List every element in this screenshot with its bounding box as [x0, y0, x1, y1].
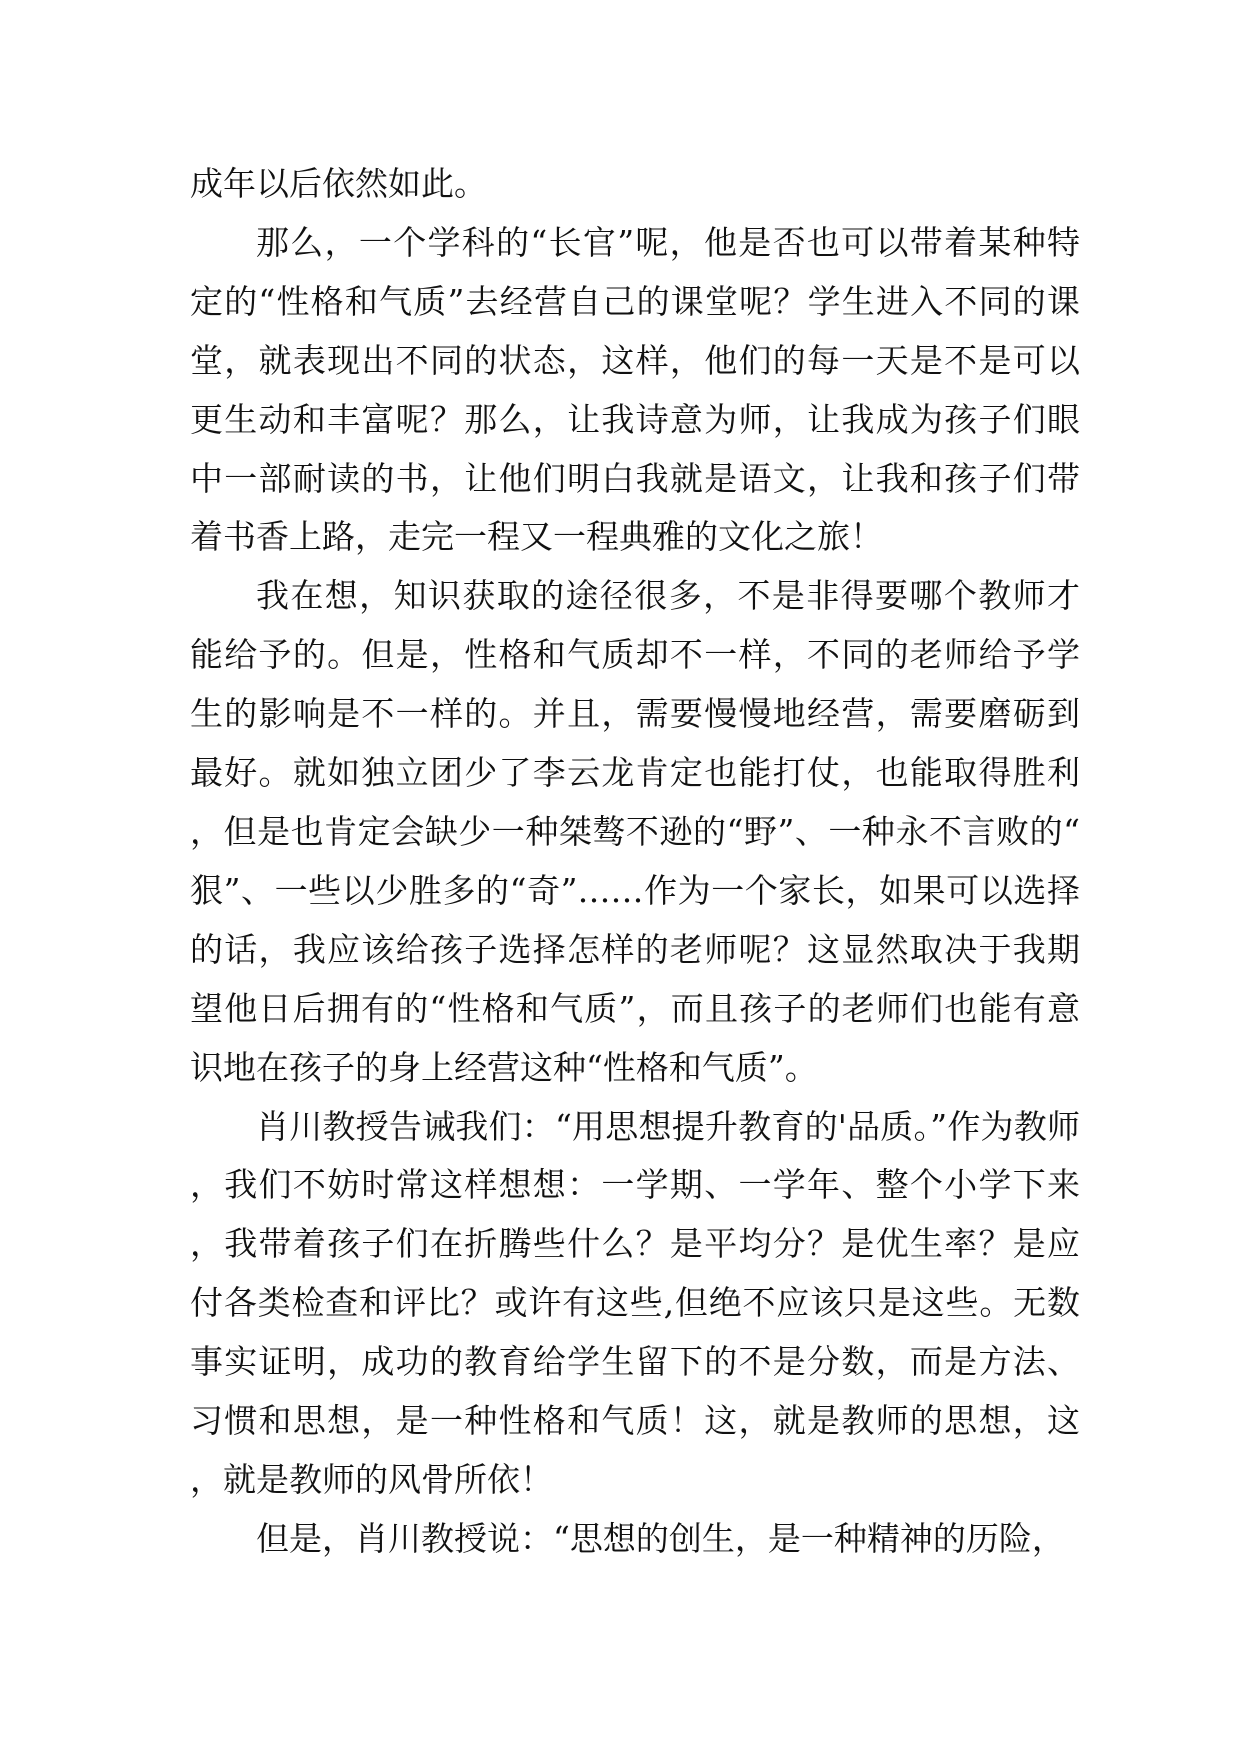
paragraph: 肖川教授告诫我们：“用思想提升教育的'品质。”作为教师，我们不妨时常这样想想：一学期、一学年、整个小学下来，我带着孩子们在折腾些什么？是平均分？是优生率？是应付各类检查和评比？或许有这些,但绝不应该只是这些。无数事实证明，成功的教育给学生留下的不是分数，而是方法、习惯和思想，是一种性格和气质！这，就是教师的思想，这，就是教师的风骨所依！	[190, 1106, 1080, 1499]
document-body	[190, 155, 1080, 1569]
paragraph: 但是，肖川教授说：“思想的创生，是一种精神的历险，	[256, 1518, 1065, 1558]
paragraph: 那么，一个学科的“长官”呢，他是否也可以带着某种特定的“性格和气质”去经营自己的课堂呢？学生进入不同的课堂，就表现出不同的状态，这样，他们的每一天是不是可以更生动和丰富呢？那么，让我诗意为师，让我成为孩子们眼中一部耐读的书，让他们明白我就是语文，让我和孩子们带着书香上路，走完一程又一程典雅的文化之旅！	[190, 222, 1080, 557]
paragraph-continued: 成年以后依然如此。	[190, 164, 487, 203]
paragraph: 我在想，知识获取的途径很多，不是非得要哪个教师才能给予的。但是，性格和气质却不一样，不同的老师给予学生的影响是不一样的。并且，需要慢慢地经营，需要磨砺到最好。就如独立团少了李云龙肯定也能打仗，也能取得胜利，但是也肯定会缺少一种桀骜不逊的“野”、一种永不言败的“狠”、一些以少胜多的“奇”……作为一个家长，如果可以选择的话，我应该给孩子选择怎样的老师呢？这显然取决于我期望他日后拥有的“性格和气质”，而且孩子的老师们也能有意识地在孩子的身上经营这种“性格和气质”。	[190, 576, 1080, 1087]
